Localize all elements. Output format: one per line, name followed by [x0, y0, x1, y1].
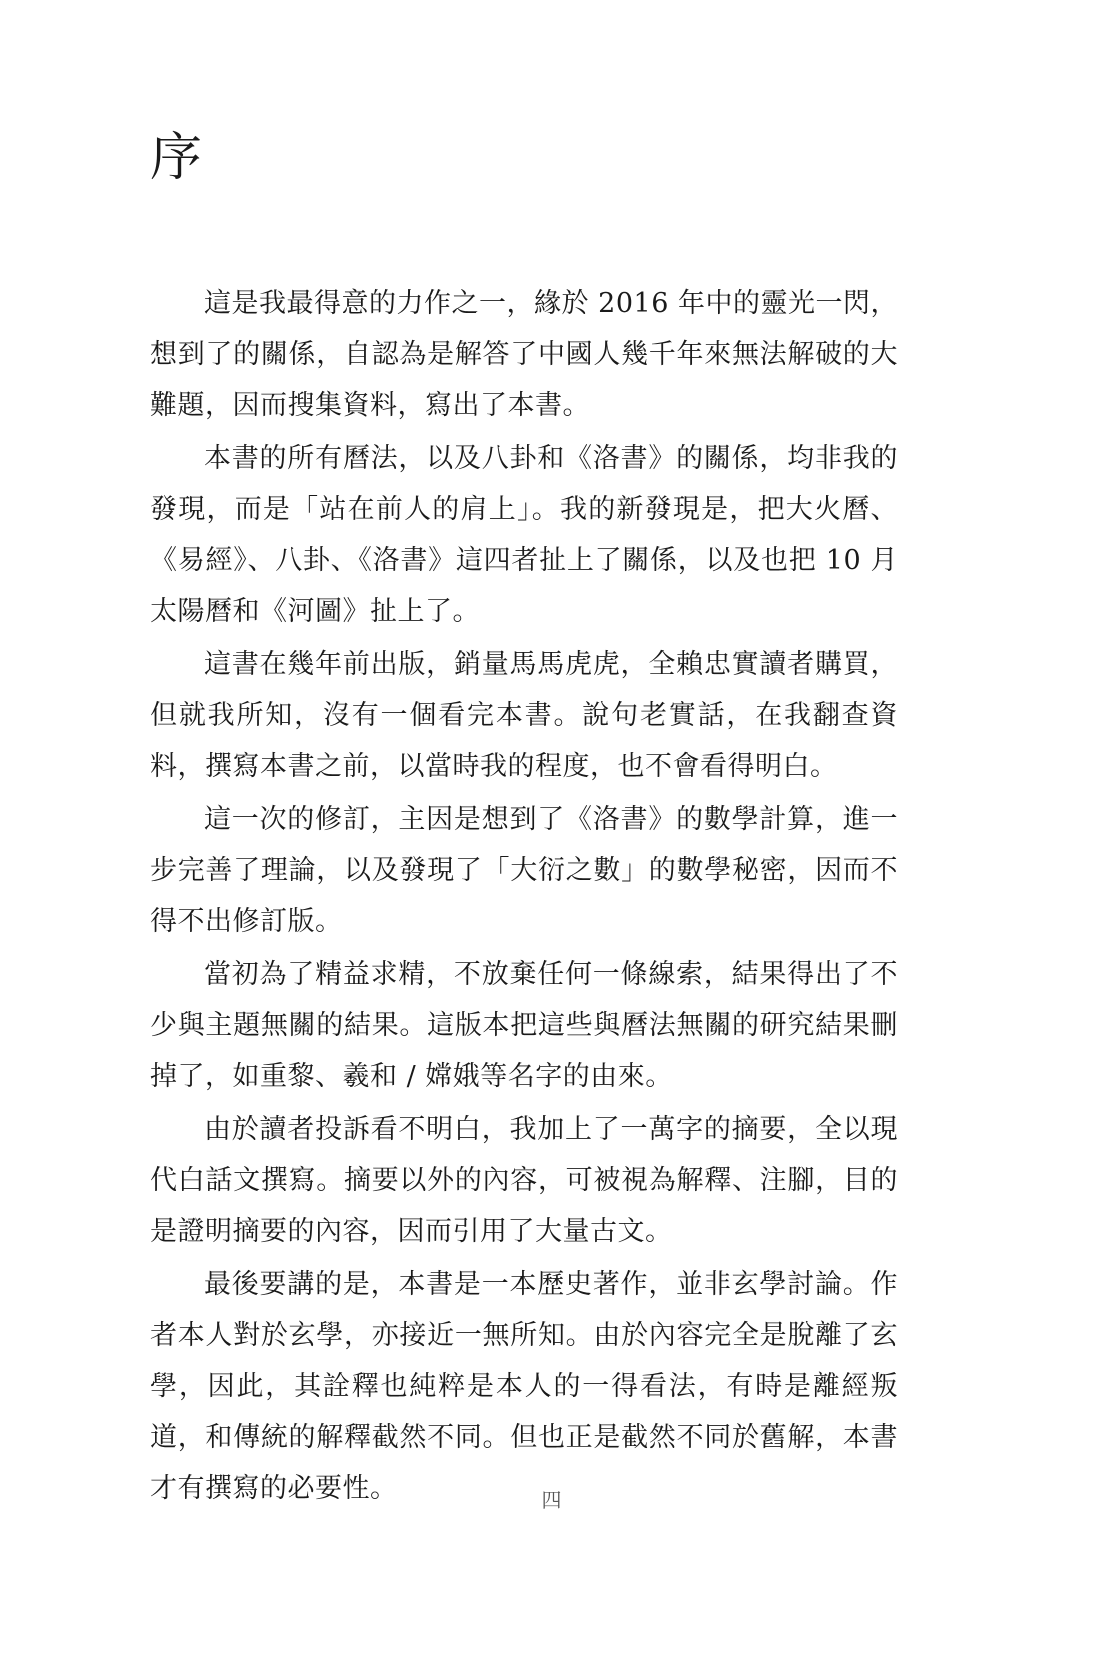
paragraph: 當初為了精益求精，不放棄任何一條線索，結果得出了不少與主題無關的結果。這版本把這些與曆法無關的研究結果刪掉了，如重黎、羲和 / 嫦娥等名字的由來。: [150, 959, 898, 1092]
paragraph: 這書在幾年前出版，銷量馬馬虎虎，全賴忠實讀者購買，但就我所知，沒有一個看完本書。說句老實話，在我翻查資料，撰寫本書之前，以當時我的程度，也不會看得明白。: [150, 649, 898, 782]
paragraph: 這是我最得意的力作之一，緣於 2016 年中的靈光一閃，想到了的關係，自認為是解答了中國人幾千年來無法解破的大難題，因而搜集資料，寫出了本書。: [150, 288, 898, 421]
paragraph: 這一次的修訂，主因是想到了《洛書》的數學計算，進一步完善了理論，以及發現了「大衍之數」的數學秘密，因而不得不出修訂版。: [150, 804, 898, 937]
paragraph: 由於讀者投訴看不明白，我加上了一萬字的摘要，全以現代白話文撰寫。摘要以外的內容，可被視為解釋、注腳，目的是證明摘要的內容，因而引用了大量古文。: [150, 1114, 898, 1247]
page-number: 四: [541, 1488, 562, 1512]
preface-body: [150, 278, 898, 1516]
page-title: 序: [150, 128, 203, 188]
paragraph: 本書的所有曆法，以及八卦和《洛書》的關係，均非我的發現，而是「站在前人的肩上」。我的新發現是，把大火曆、《易經》、八卦、《洛書》這四者扯上了關係，以及也把 10 月太陽曆和《河圖》扯上了。: [150, 443, 898, 627]
paragraph: 最後要講的是，本書是一本歷史著作，並非玄學討論。作者本人對於玄學，亦接近一無所知。由於內容完全是脫離了玄學，因此，其詮釋也純粹是本人的一得看法，有時是離經叛道，和傳統的解釋截然不同。但也正是截然不同於舊解，本書才有撰寫的必要性。: [150, 1269, 898, 1504]
